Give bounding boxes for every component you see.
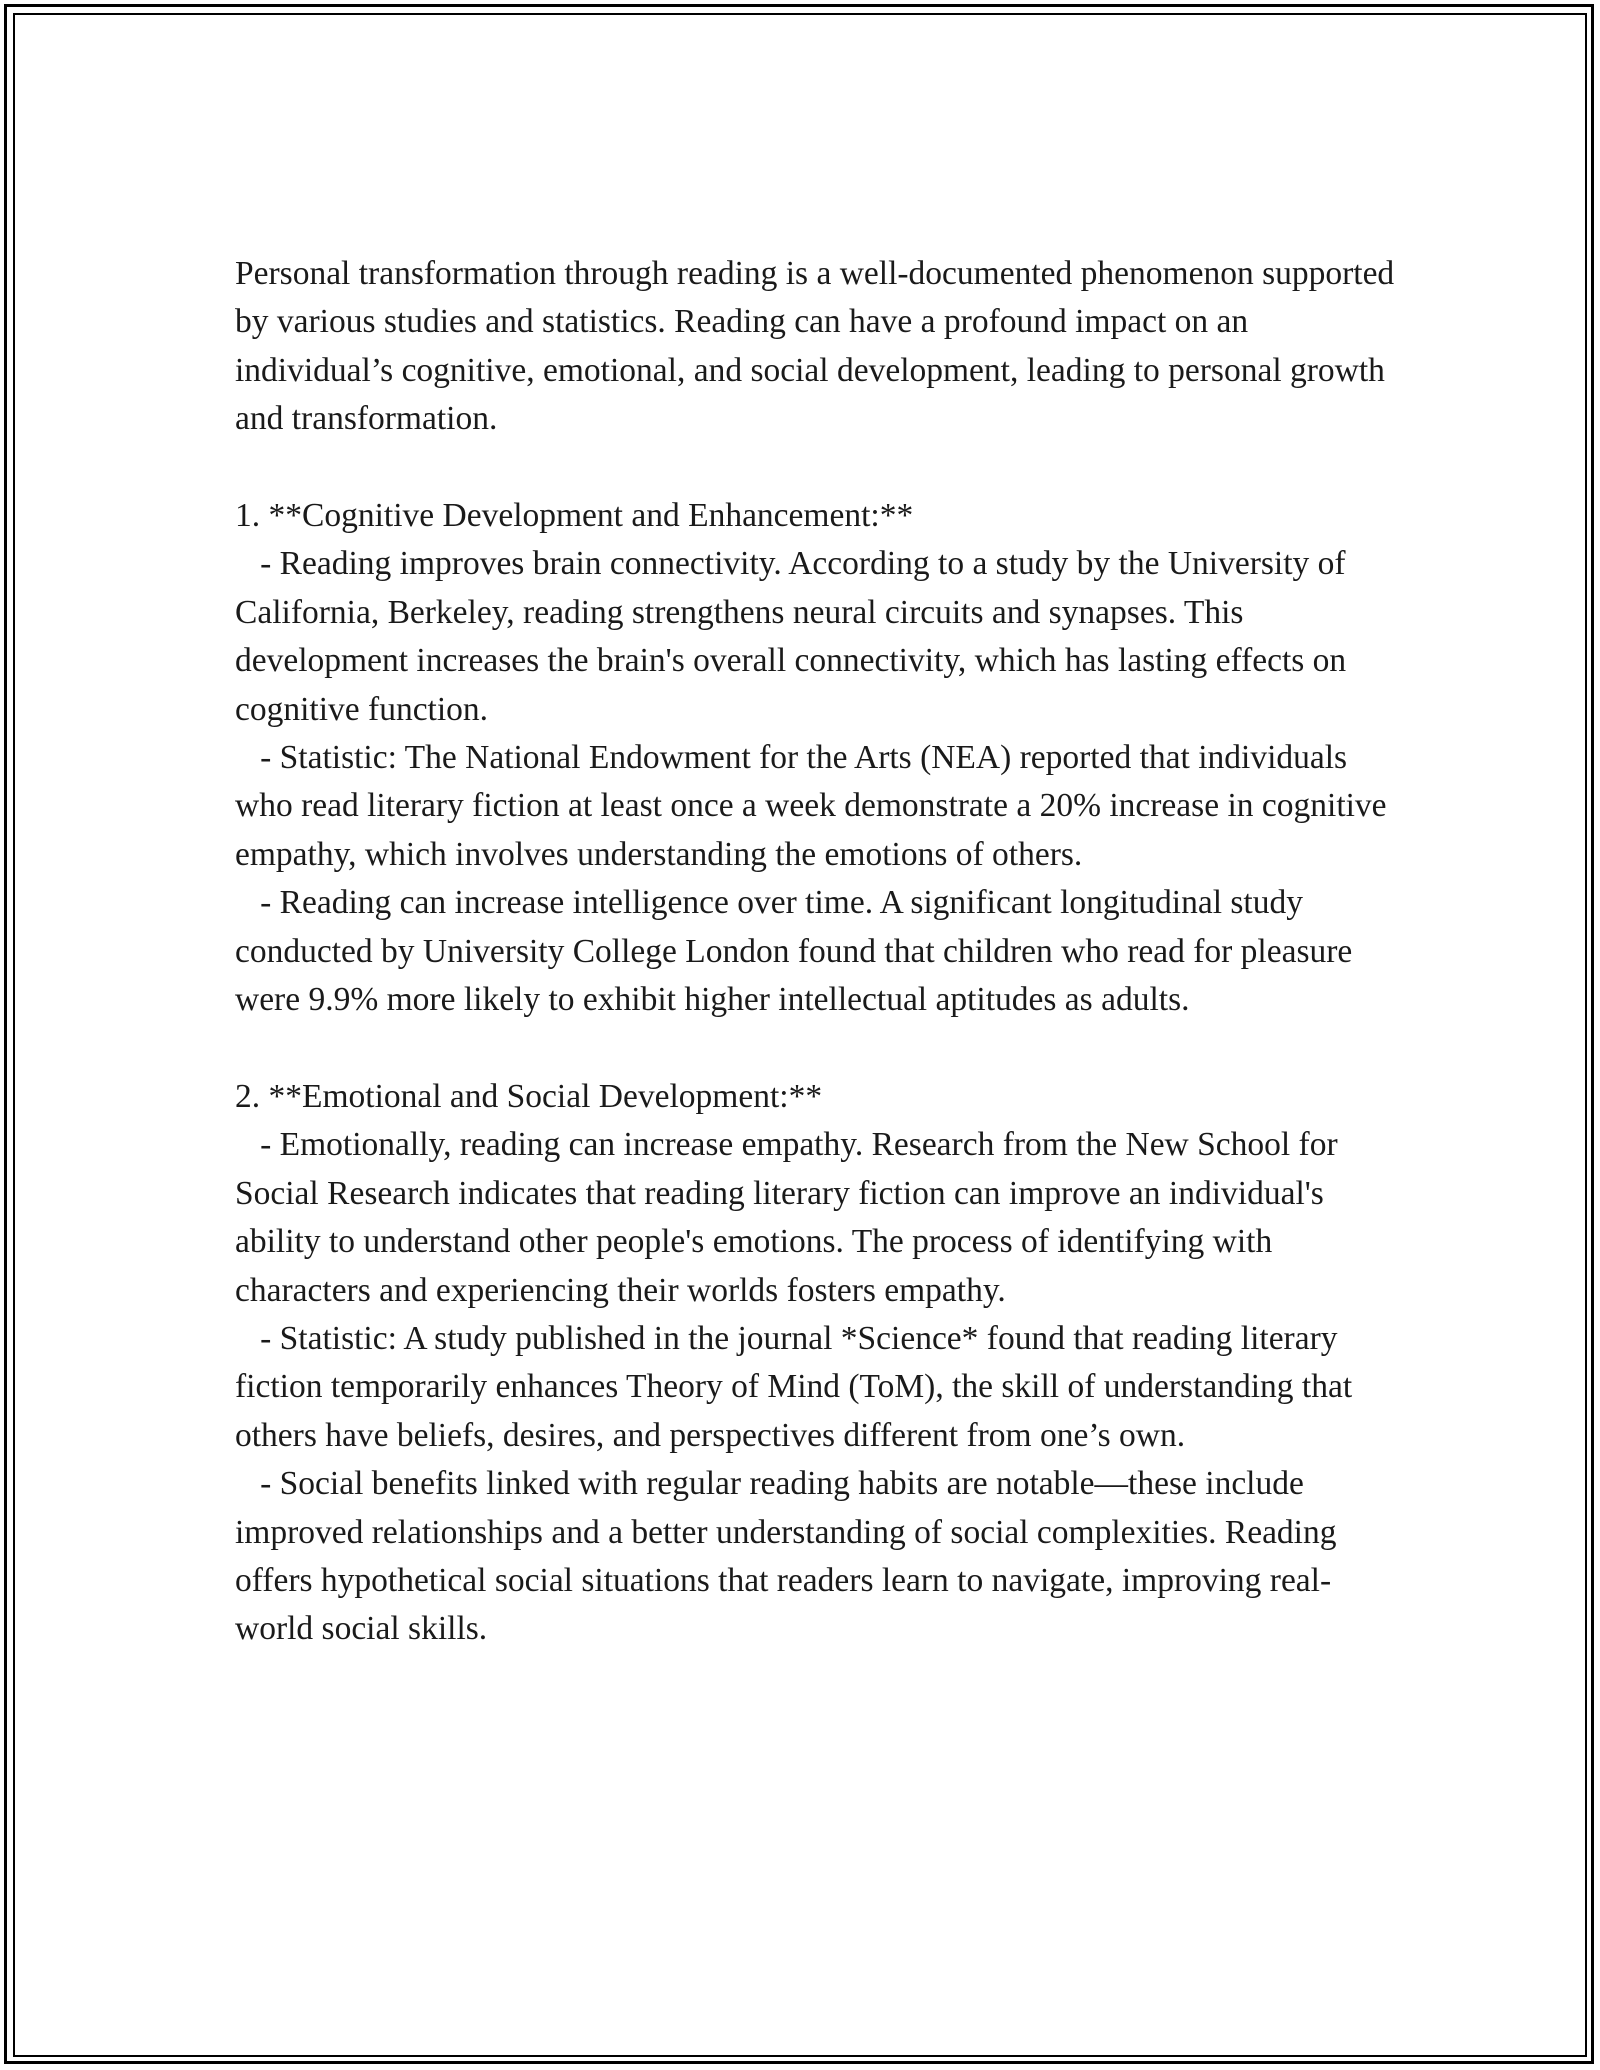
- intro-paragraph: Personal transformation through reading is a well-documented phenomenon supported by various studies and statistics. Reading can have a profound impact on an individual’s cognitive, emotional, and social development, leading to personal growth and transformation.: [235, 255, 1403, 438]
- list-item: - Statistic: A study published in the journal *Science* found that reading literary fiction temporarily enhances Theory of Mind (ToM), the skill of understanding that others have beliefs, desires, and perspectives different from one’s own.: [235, 1319, 1361, 1454]
- paragraph-gap: [235, 1024, 1395, 1072]
- list-item: - Social benefits linked with regular reading habits are notable—these include improved relationships and a better understanding of social complexities. Reading offers hypothetical social situations that readers learn to navigate, improving real-world social skills.: [235, 1465, 1345, 1648]
- list-item: - Reading can increase intelligence over time. A significant longitudinal study conducted by University College London found that children who read for pleasure were 9.9% more likely to exhibit higher intellectual aptitudes as adults.: [235, 884, 1361, 1019]
- list-item: - Reading improves brain connectivity. According to a study by the University of California, Berkeley, reading strengthens neural circuits and synapses. This development increases the brain's overall connectivity, which has lasting effects on cognitive function.: [235, 545, 1355, 728]
- list-item: - Emotionally, reading can increase empathy. Research from the New School for Social Research indicates that reading literary fiction can improve an individual's ability to understand other people's emotions. The process of identifying with characters and experiencing their worlds fosters empathy.: [235, 1126, 1346, 1309]
- section-heading-emotional-social: 2. **Emotional and Social Development:**: [235, 1077, 823, 1115]
- section-heading-cognitive: 1. **Cognitive Development and Enhancement:**: [235, 497, 914, 535]
- document-body: [235, 250, 1403, 1654]
- paragraph-gap: [235, 444, 1395, 492]
- list-item: - Statistic: The National Endowment for the Arts (NEA) reported that individuals who read literary fiction at least once a week demonstrate a 20% increase in cognitive empathy, which involves understanding the emotions of others.: [235, 739, 1395, 873]
